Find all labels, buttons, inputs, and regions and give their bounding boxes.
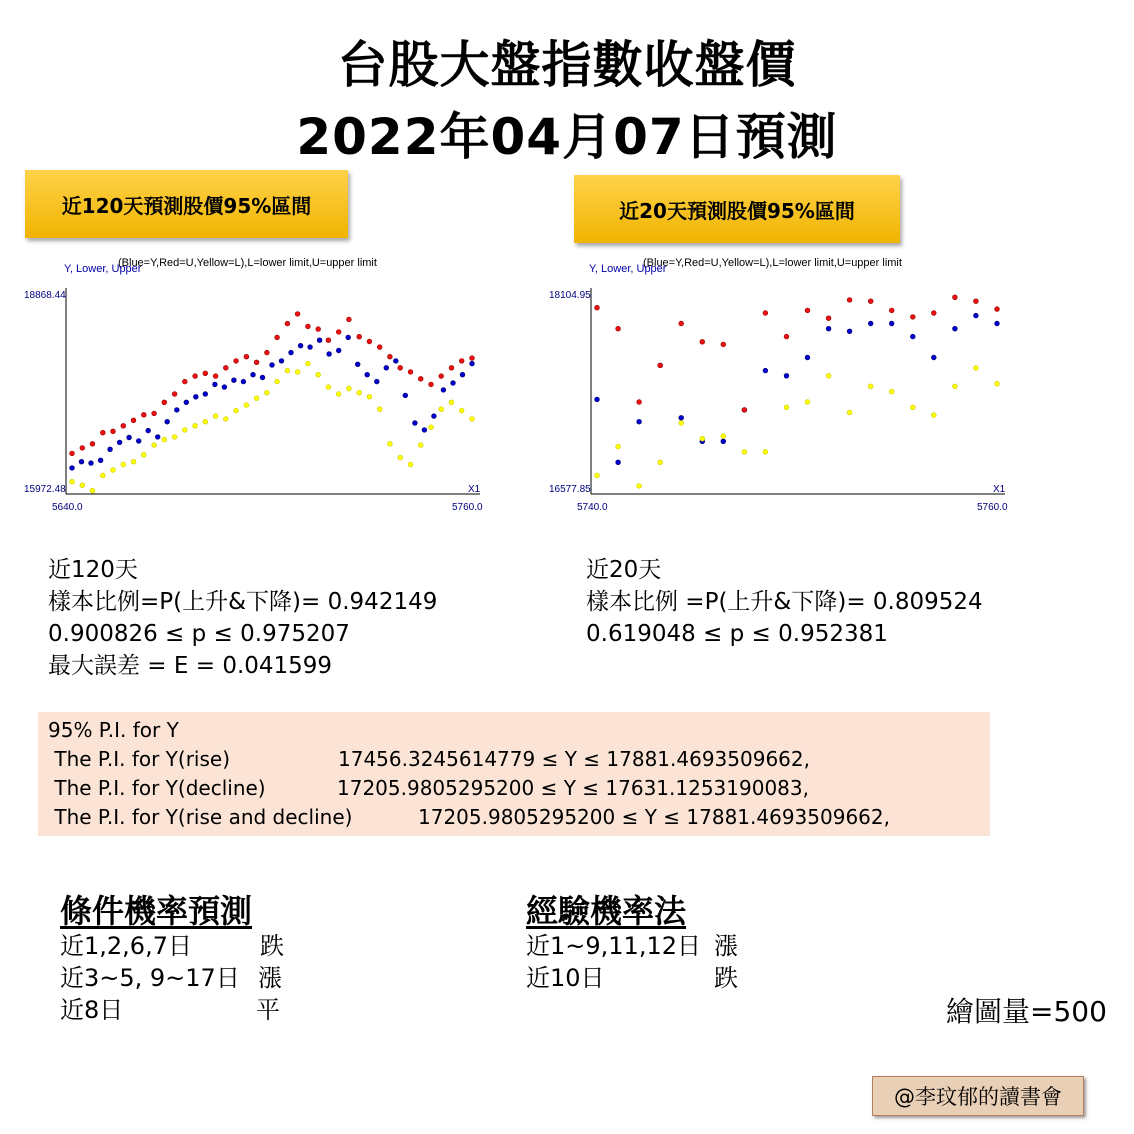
plot-count: 繪圖量=500 bbox=[946, 995, 1107, 1028]
data-point-lower bbox=[336, 392, 341, 397]
data-point-lower bbox=[295, 370, 300, 375]
data-point-y bbox=[327, 352, 332, 357]
data-point-y bbox=[251, 372, 256, 377]
conditional-row-value: 漲 bbox=[258, 964, 282, 992]
data-point-lower bbox=[172, 435, 177, 440]
conditional-row: 近3~5, 9~17日 bbox=[60, 964, 240, 992]
data-point-y bbox=[79, 459, 84, 464]
data-point-lower bbox=[100, 473, 105, 478]
data-point-y bbox=[89, 461, 94, 466]
data-point-lower bbox=[429, 425, 434, 430]
pi-decline-range: 17205.9805295200 ≤ Y ≤ 17631.1253190083, bbox=[337, 776, 809, 800]
badge-20-days: 近20天預測股價95%區間 bbox=[574, 175, 900, 243]
data-point-y bbox=[637, 419, 642, 424]
data-point-lower bbox=[254, 396, 259, 401]
data-point-lower bbox=[763, 449, 768, 454]
data-point-upper bbox=[90, 441, 95, 446]
data-point-upper bbox=[223, 365, 228, 370]
data-point-upper bbox=[152, 411, 157, 416]
data-point-y bbox=[403, 393, 408, 398]
data-point-lower bbox=[367, 394, 372, 399]
data-point-lower bbox=[326, 385, 331, 390]
data-point-y bbox=[146, 428, 151, 433]
chart-legend-text: (Blue=Y,Red=U,Yellow=L),L=lower limit,U=upper limit bbox=[643, 257, 902, 269]
data-point-lower bbox=[805, 400, 810, 405]
chart-120-days bbox=[20, 250, 510, 520]
data-point-lower bbox=[285, 368, 290, 373]
data-point-lower bbox=[953, 384, 958, 389]
data-point-y bbox=[336, 348, 341, 353]
data-point-upper bbox=[974, 299, 979, 304]
data-point-upper bbox=[868, 299, 873, 304]
data-point-upper bbox=[805, 308, 810, 313]
data-point-lower bbox=[439, 407, 444, 412]
data-point-y bbox=[595, 397, 600, 402]
data-point-y bbox=[721, 439, 726, 444]
stats-max-error: 最大誤差 = E = 0.041599 bbox=[48, 653, 333, 679]
pi-header: 95% P.I. for Y bbox=[48, 718, 179, 742]
data-point-upper bbox=[377, 345, 382, 350]
conditional-row: 近1,2,6,7日 bbox=[60, 932, 192, 960]
data-point-y bbox=[213, 382, 218, 387]
data-point-upper bbox=[131, 418, 136, 423]
data-point-lower bbox=[637, 484, 642, 489]
x-axis-label: X1 bbox=[993, 484, 1006, 495]
data-point-upper bbox=[470, 356, 475, 361]
data-point-y bbox=[374, 379, 379, 384]
data-point-y bbox=[616, 460, 621, 465]
data-point-upper bbox=[141, 412, 146, 417]
data-point-y bbox=[136, 439, 141, 444]
data-point-lower bbox=[377, 407, 382, 412]
data-point-y bbox=[355, 362, 360, 367]
data-point-upper bbox=[679, 321, 684, 326]
x-tick-label: 5640.0 bbox=[52, 502, 83, 513]
y-tick-label: 15972.48 bbox=[24, 484, 66, 495]
data-point-y bbox=[470, 361, 475, 366]
data-point-lower bbox=[826, 373, 831, 378]
data-point-y bbox=[679, 415, 684, 420]
data-point-lower bbox=[316, 372, 321, 377]
data-point-upper bbox=[910, 315, 915, 320]
stats-period: 近120天 bbox=[48, 557, 138, 583]
data-point-upper bbox=[234, 359, 239, 364]
x-axis-label: X1 bbox=[468, 484, 481, 495]
data-point-y bbox=[232, 378, 237, 383]
data-point-upper bbox=[203, 371, 208, 376]
data-point-upper bbox=[742, 408, 747, 413]
prediction-interval-box bbox=[38, 712, 990, 836]
stats-interval: 0.619048 ≤ p ≤ 0.952381 bbox=[586, 621, 888, 647]
data-point-lower bbox=[868, 384, 873, 389]
data-point-y bbox=[298, 343, 303, 348]
stats-20-days bbox=[586, 554, 983, 650]
data-point-upper bbox=[637, 400, 642, 405]
data-point-y bbox=[931, 355, 936, 360]
data-point-y bbox=[346, 335, 351, 340]
data-point-y bbox=[422, 428, 427, 433]
data-point-lower bbox=[152, 443, 157, 448]
data-point-lower bbox=[121, 462, 126, 467]
data-point-y bbox=[910, 334, 915, 339]
data-point-upper bbox=[265, 350, 270, 355]
data-point-upper bbox=[931, 311, 936, 316]
x-tick-label: 5760.0 bbox=[452, 502, 483, 513]
data-point-y bbox=[108, 447, 113, 452]
data-point-upper bbox=[658, 363, 663, 368]
data-point-upper bbox=[193, 374, 198, 379]
data-point-upper bbox=[121, 423, 126, 428]
empirical-row-value: 漲 bbox=[714, 932, 738, 960]
data-point-lower bbox=[910, 405, 915, 410]
data-point-lower bbox=[162, 437, 167, 442]
stats-120-days bbox=[48, 554, 437, 682]
data-point-lower bbox=[418, 443, 423, 448]
data-point-upper bbox=[306, 324, 311, 329]
data-point-y bbox=[847, 329, 852, 334]
data-point-upper bbox=[347, 317, 352, 322]
data-point-y bbox=[784, 373, 789, 378]
empirical-row: 近1~9,11,12日 bbox=[526, 932, 701, 960]
data-point-y bbox=[117, 440, 122, 445]
data-point-y bbox=[451, 381, 456, 386]
data-point-y bbox=[98, 458, 103, 463]
data-point-upper bbox=[889, 308, 894, 313]
data-point-lower bbox=[459, 408, 464, 413]
data-point-y bbox=[365, 372, 370, 377]
data-point-y bbox=[127, 435, 132, 440]
data-point-upper bbox=[847, 298, 852, 303]
data-point-upper bbox=[213, 374, 218, 379]
x-tick-label: 5740.0 bbox=[577, 502, 608, 513]
data-point-y bbox=[805, 355, 810, 360]
data-point-lower bbox=[111, 468, 116, 473]
data-point-y bbox=[308, 345, 313, 350]
data-point-lower bbox=[398, 455, 403, 460]
data-point-y bbox=[441, 388, 446, 393]
conditional-row-value: 跌 bbox=[260, 932, 284, 960]
data-point-lower bbox=[141, 452, 146, 457]
data-point-y bbox=[413, 421, 418, 426]
data-point-lower bbox=[70, 479, 75, 484]
data-point-y bbox=[174, 408, 179, 413]
empirical-heading: 經驗機率法 bbox=[526, 892, 687, 930]
data-point-y bbox=[763, 368, 768, 373]
data-point-lower bbox=[995, 381, 1000, 386]
data-point-lower bbox=[700, 436, 705, 441]
data-point-lower bbox=[658, 460, 663, 465]
data-point-lower bbox=[182, 428, 187, 433]
data-point-y bbox=[384, 365, 389, 370]
data-point-upper bbox=[295, 312, 300, 317]
data-point-upper bbox=[408, 370, 413, 375]
data-point-upper bbox=[100, 430, 105, 435]
data-point-lower bbox=[616, 444, 621, 449]
data-point-y bbox=[203, 392, 208, 397]
data-point-upper bbox=[357, 334, 362, 339]
stats-sample-ratio: 樣本比例=P(上升&下降)= 0.942149 bbox=[48, 589, 438, 615]
data-point-lower bbox=[265, 390, 270, 395]
data-point-lower bbox=[679, 421, 684, 426]
data-point-upper bbox=[398, 365, 403, 370]
data-point-upper bbox=[449, 365, 454, 370]
data-point-lower bbox=[721, 434, 726, 439]
data-point-y bbox=[241, 379, 246, 384]
empirical-row: 近10日 bbox=[526, 964, 605, 992]
data-point-upper bbox=[336, 330, 341, 335]
data-point-y bbox=[432, 414, 437, 419]
data-point-lower bbox=[974, 366, 979, 371]
data-point-upper bbox=[367, 339, 372, 344]
data-point-y bbox=[289, 350, 294, 355]
pi-decline-label: The P.I. for Y(decline) bbox=[48, 776, 266, 800]
data-point-lower bbox=[275, 379, 280, 384]
y-tick-label: 18868.44 bbox=[24, 290, 66, 301]
y-axis-label: Y, Lower, Upper bbox=[64, 263, 142, 275]
data-point-upper bbox=[285, 321, 290, 326]
data-point-y bbox=[995, 321, 1000, 326]
data-point-upper bbox=[418, 376, 423, 381]
data-point-lower bbox=[306, 361, 311, 366]
data-point-lower bbox=[90, 488, 95, 493]
scatter-plot-120-days bbox=[20, 250, 510, 520]
data-point-lower bbox=[234, 408, 239, 413]
data-point-upper bbox=[326, 338, 331, 343]
data-point-lower bbox=[408, 462, 413, 467]
data-point-upper bbox=[80, 446, 85, 451]
data-point-lower bbox=[244, 403, 249, 408]
x-tick-label: 5760.0 bbox=[977, 502, 1008, 513]
data-point-y bbox=[317, 338, 322, 343]
data-point-upper bbox=[182, 379, 187, 384]
data-point-upper bbox=[459, 359, 464, 364]
page-title-line2: 2022年04月07日預測 bbox=[296, 108, 838, 166]
empirical-row-value: 跌 bbox=[714, 964, 738, 992]
stats-interval: 0.900826 ≤ p ≤ 0.975207 bbox=[48, 621, 350, 647]
data-point-y bbox=[270, 363, 275, 368]
chart-legend-text: (Blue=Y,Red=U,Yellow=L),L=lower limit,U=upper limit bbox=[118, 257, 377, 269]
pi-rise-range: 17456.3245614779 ≤ Y ≤ 17881.4693509662, bbox=[338, 747, 810, 771]
credit-badge: @李玟郁的讀書會 bbox=[872, 1076, 1084, 1116]
data-point-upper bbox=[721, 342, 726, 347]
data-point-y bbox=[70, 466, 75, 471]
scatter-plot-20-days bbox=[545, 250, 1035, 520]
data-point-y bbox=[165, 419, 170, 424]
data-point-lower bbox=[449, 400, 454, 405]
data-point-lower bbox=[388, 441, 393, 446]
data-point-y bbox=[953, 326, 958, 331]
data-point-y bbox=[460, 372, 465, 377]
data-point-upper bbox=[763, 311, 768, 316]
data-point-y bbox=[974, 313, 979, 318]
data-point-y bbox=[193, 394, 198, 399]
y-tick-label: 18104.95 bbox=[549, 290, 591, 301]
data-point-lower bbox=[357, 390, 362, 395]
data-point-lower bbox=[131, 459, 136, 464]
data-point-upper bbox=[439, 374, 444, 379]
data-point-lower bbox=[193, 423, 198, 428]
data-point-lower bbox=[347, 386, 352, 391]
data-point-y bbox=[184, 400, 189, 405]
data-point-upper bbox=[784, 334, 789, 339]
data-point-lower bbox=[784, 405, 789, 410]
data-point-y bbox=[260, 375, 265, 380]
pi-rise-decline-range: 17205.9805295200 ≤ Y ≤ 17881.4693509662, bbox=[418, 805, 890, 829]
data-point-upper bbox=[595, 305, 600, 310]
data-point-y bbox=[155, 435, 160, 440]
pi-rise-decline-label: The P.I. for Y(rise and decline) bbox=[48, 805, 353, 829]
data-point-y bbox=[868, 321, 873, 326]
data-point-upper bbox=[995, 307, 1000, 312]
data-point-upper bbox=[826, 316, 831, 321]
data-point-upper bbox=[388, 354, 393, 359]
data-point-lower bbox=[213, 414, 218, 419]
data-point-upper bbox=[429, 382, 434, 387]
data-point-lower bbox=[203, 419, 208, 424]
data-point-upper bbox=[275, 335, 280, 340]
data-point-y bbox=[826, 326, 831, 331]
y-tick-label: 16577.85 bbox=[549, 484, 591, 495]
data-point-lower bbox=[470, 417, 475, 422]
data-point-upper bbox=[111, 429, 116, 434]
conditional-heading: 條件機率預測 bbox=[60, 892, 253, 930]
data-point-upper bbox=[953, 295, 958, 300]
data-point-lower bbox=[742, 449, 747, 454]
conditional-row-value: 平 bbox=[256, 996, 280, 1024]
pi-rise-label: The P.I. for Y(rise) bbox=[48, 747, 231, 771]
badge-120-days: 近120天預測股價95%區間 bbox=[25, 170, 348, 238]
stats-period: 近20天 bbox=[586, 557, 662, 583]
data-point-upper bbox=[172, 392, 177, 397]
stats-sample-ratio: 樣本比例 =P(上升&下降)= 0.809524 bbox=[586, 589, 983, 615]
data-point-upper bbox=[316, 327, 321, 332]
data-point-y bbox=[393, 359, 398, 364]
y-axis-label: Y, Lower, Upper bbox=[589, 263, 667, 275]
data-point-lower bbox=[223, 417, 228, 422]
data-point-y bbox=[279, 359, 284, 364]
data-point-y bbox=[222, 385, 227, 390]
data-point-upper bbox=[254, 360, 259, 365]
data-point-lower bbox=[931, 413, 936, 418]
data-point-lower bbox=[847, 410, 852, 415]
data-point-lower bbox=[595, 473, 600, 478]
conditional-row: 近8日 bbox=[60, 996, 124, 1024]
data-point-upper bbox=[616, 326, 621, 331]
data-point-upper bbox=[162, 400, 167, 405]
data-point-lower bbox=[889, 389, 894, 394]
chart-20-days bbox=[545, 250, 1035, 520]
data-point-upper bbox=[700, 339, 705, 344]
data-point-upper bbox=[70, 451, 75, 456]
data-point-lower bbox=[80, 483, 85, 488]
page-title-line1: 台股大盤指數收盤價 bbox=[337, 36, 797, 94]
data-point-upper bbox=[244, 354, 249, 359]
data-point-y bbox=[889, 321, 894, 326]
